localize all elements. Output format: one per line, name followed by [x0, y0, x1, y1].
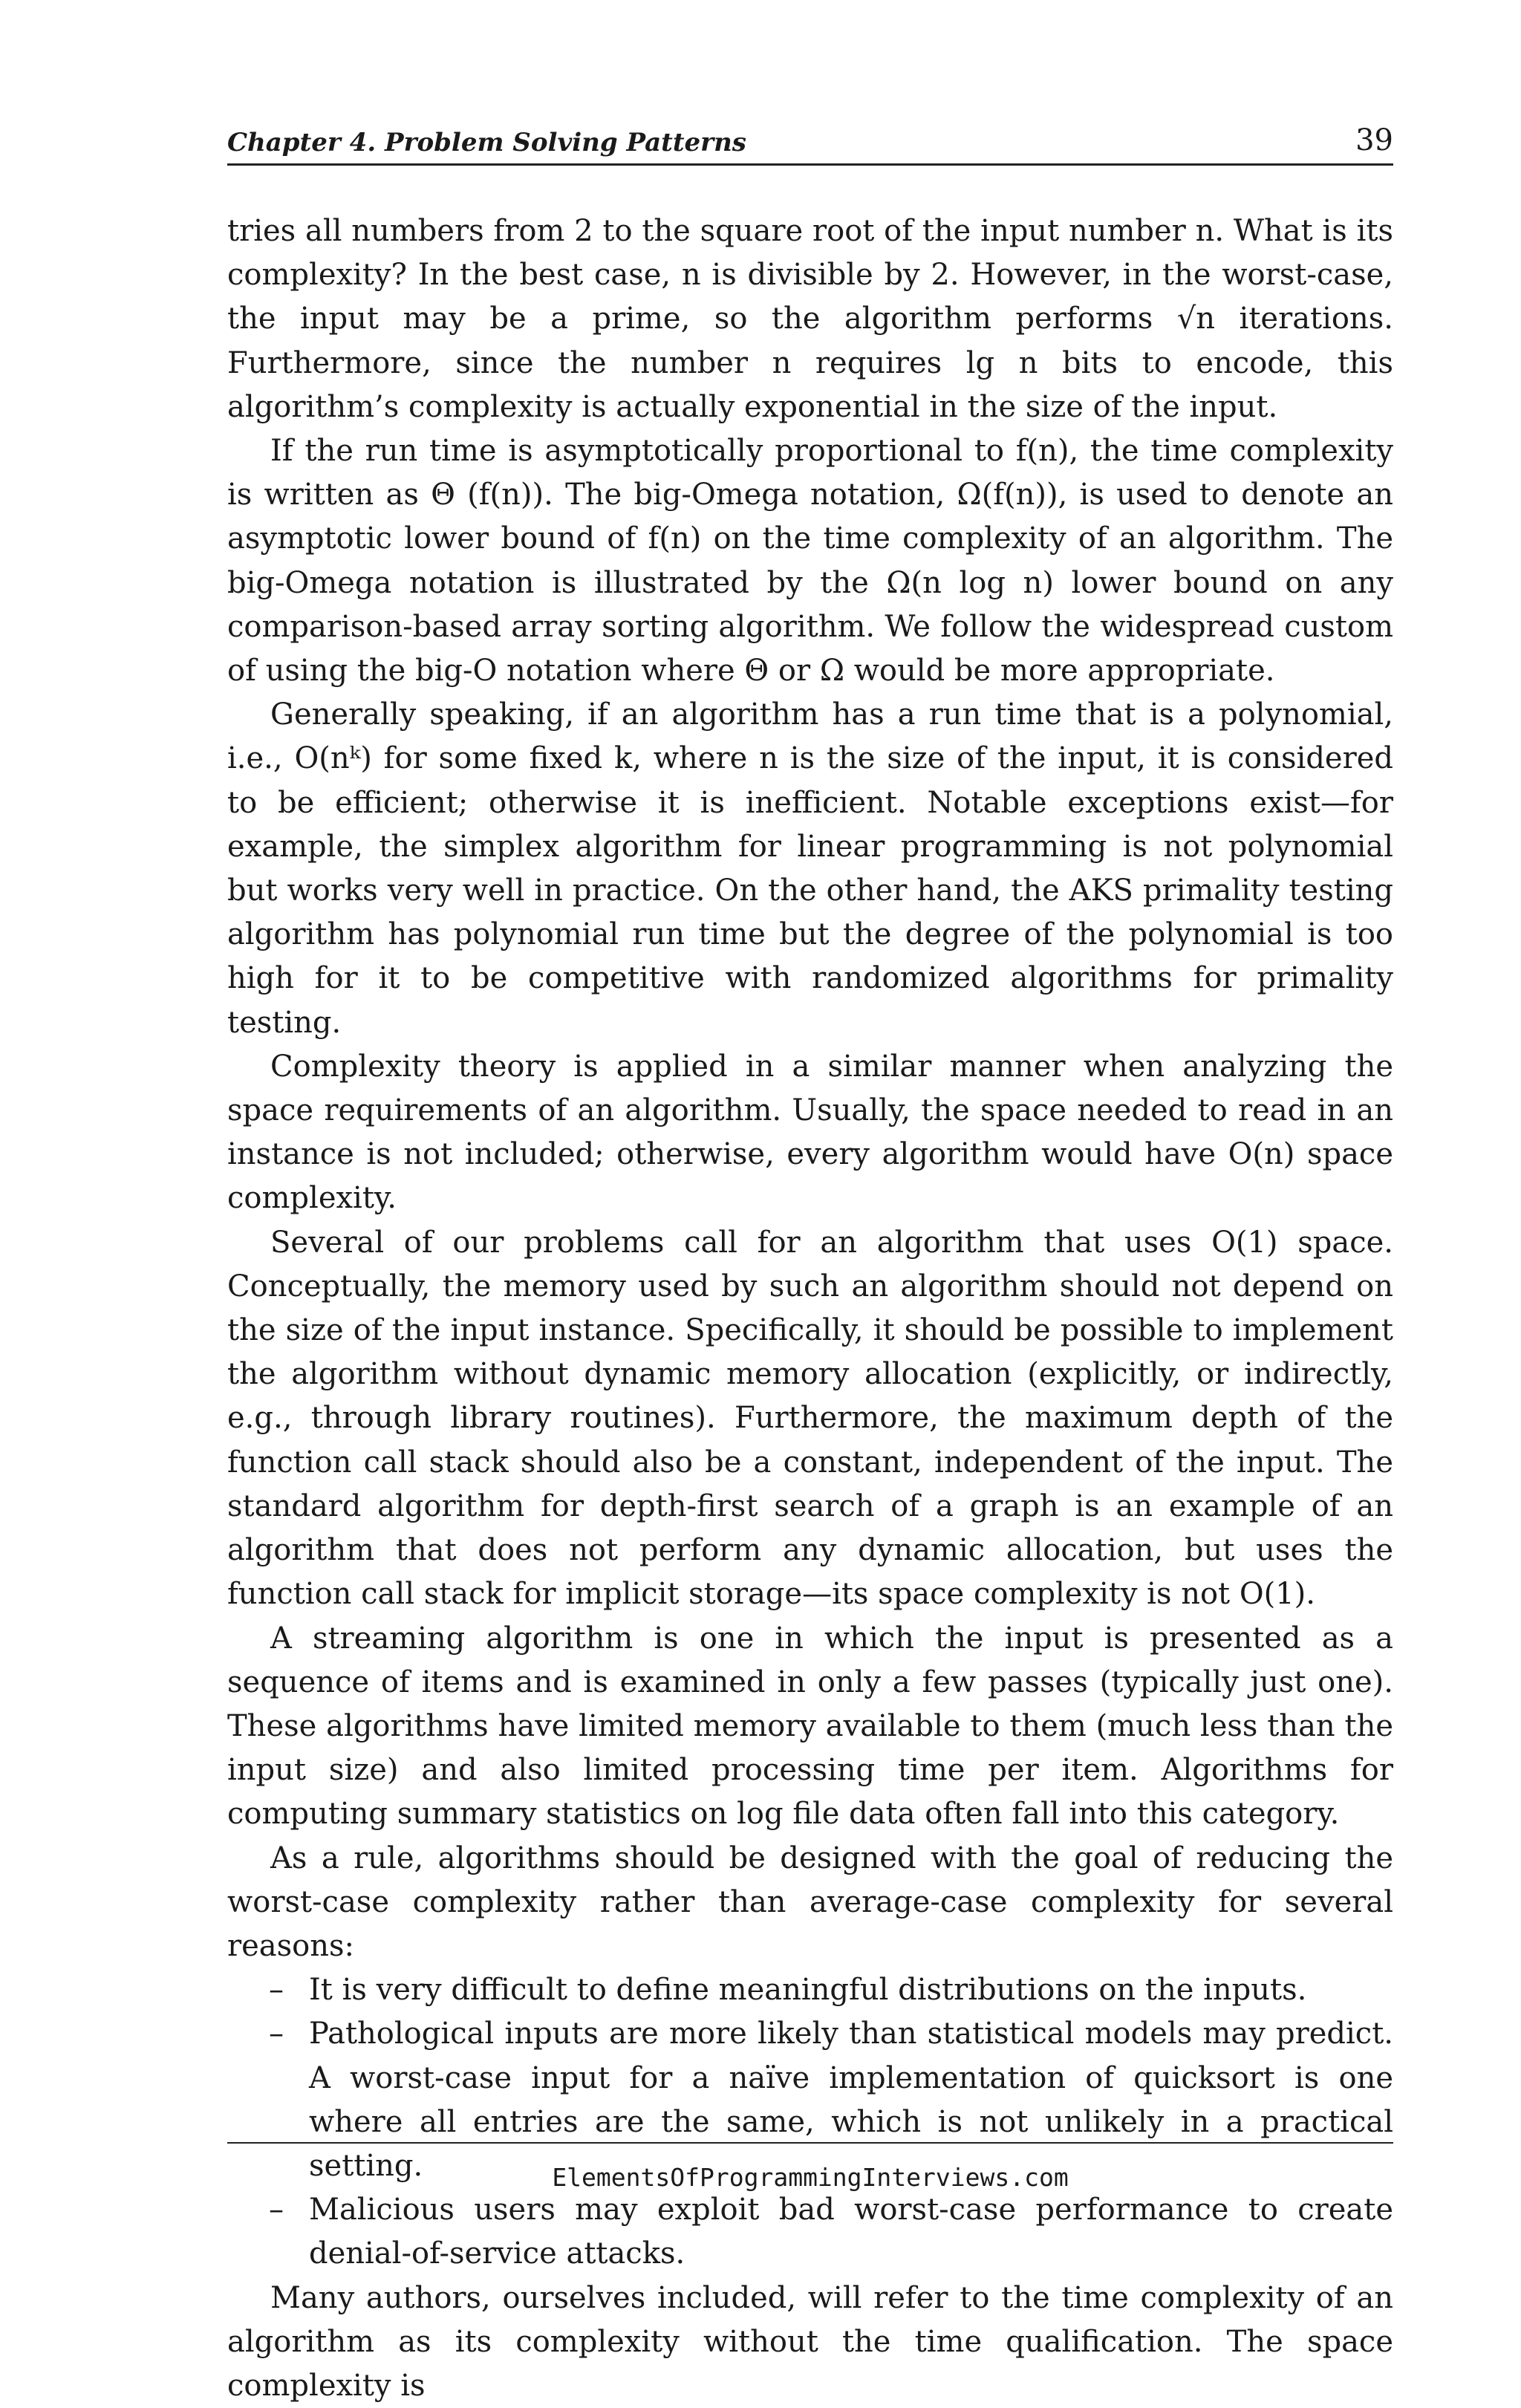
bullet-list [227, 1968, 1393, 2276]
chapter-title: Chapter 4. Problem Solving Patterns [227, 128, 746, 157]
body-text [227, 209, 1393, 2408]
paragraph: If the run time is asymptotically proportional to f(n), the time complexity is written as Θ (f(n)). The big-Omega notation, Ω(f(n)), is used to denote an asymptotic lower bound of f(n) on the time complexity of an algorithm. The big-Omega notation is illustrated by the Ω(n log n) lower bound on any comparison-based array sorting algorithm. We follow the widespread custom of using the big-O notation where Θ or Ω would be more appropriate. [227, 434, 1393, 689]
paragraph: Generally speaking, if an algorithm has a run time that is a polynomial, i.e., O(nᵏ) for some fixed k, where n is the size of the input, it is considered to be efficient; otherwise it is inefficient. Notable exceptions exist—for example, the simplex algorithm for linear programming is not polynomial but works very well in practice. On the other hand, the AKS primality testing algorithm has polynomial run time but the degree of the polynomial is too high for it to be competitive with randomized algorithms for primality testing. [227, 697, 1393, 1040]
paragraph: tries all numbers from 2 to the square root of the input number n. What is its complexity? In the best case, n is divisible by 2. However, in the worst-case, the input may be a prime, so the algorithm performs √n iterations. Furthermore, since the number n requires lg n bits to encode, this algorithm’s complexity is actually exponential in the size of the input. [227, 214, 1393, 424]
list-item: – It is very difficult to define meaningful distributions on the inputs. [227, 1968, 1393, 2012]
page-number: 39 [1355, 123, 1393, 157]
footer-url: ElementsOfProgrammingInterviews.com [227, 2142, 1393, 2192]
list-item: – Pathological inputs are more likely than statistical models may predict. A worst-case input for a naïve implementation of quicksort is one where all entries are the same, which is not unlikely in a practical setting. [227, 2012, 1393, 2188]
paragraph: Complexity theory is applied in a similar manner when analyzing the space requirements of an algorithm. Usually, the space needed to read in an instance is not included; otherwise, every algorithm would have O(n) space complexity. [227, 1049, 1393, 1216]
paragraph: Many authors, ourselves included, will refer to the time complexity of an algorithm as its complexity without the time qualification. The space complexity is [227, 2280, 1393, 2403]
list-item: – Malicious users may exploit bad worst-case performance to create denial-of-service attacks. [227, 2188, 1393, 2276]
paragraph: Several of our problems call for an algorithm that uses O(1) space. Conceptually, the memory used by such an algorithm should not depend on the size of the input instance. Specifically, it should be possible to implement the algorithm without dynamic memory allocation (explicitly, or indirectly, e.g., through library routines). Furthermore, the maximum depth of the function call stack should also be a constant, independent of the input. The standard algorithm for depth-first search of a graph is an example of an algorithm that does not perform any dynamic allocation, but uses the function call stack for implicit storage—its space complexity is not O(1). [227, 1225, 1393, 1612]
paragraph: A streaming algorithm is one in which the input is presented as a sequence of items and is examined in only a few passes (typically just one). These algorithms have limited memory available to them (much less than the input size) and also limited processing time per item. Algorithms for computing summary statistics on log file data often fall into this category. [227, 1621, 1393, 1832]
paragraph: As a rule, algorithms should be designed with the goal of reducing the worst-case complexity rather than average-case complexity for several reasons: [227, 1841, 1393, 1963]
running-header [227, 123, 1393, 166]
